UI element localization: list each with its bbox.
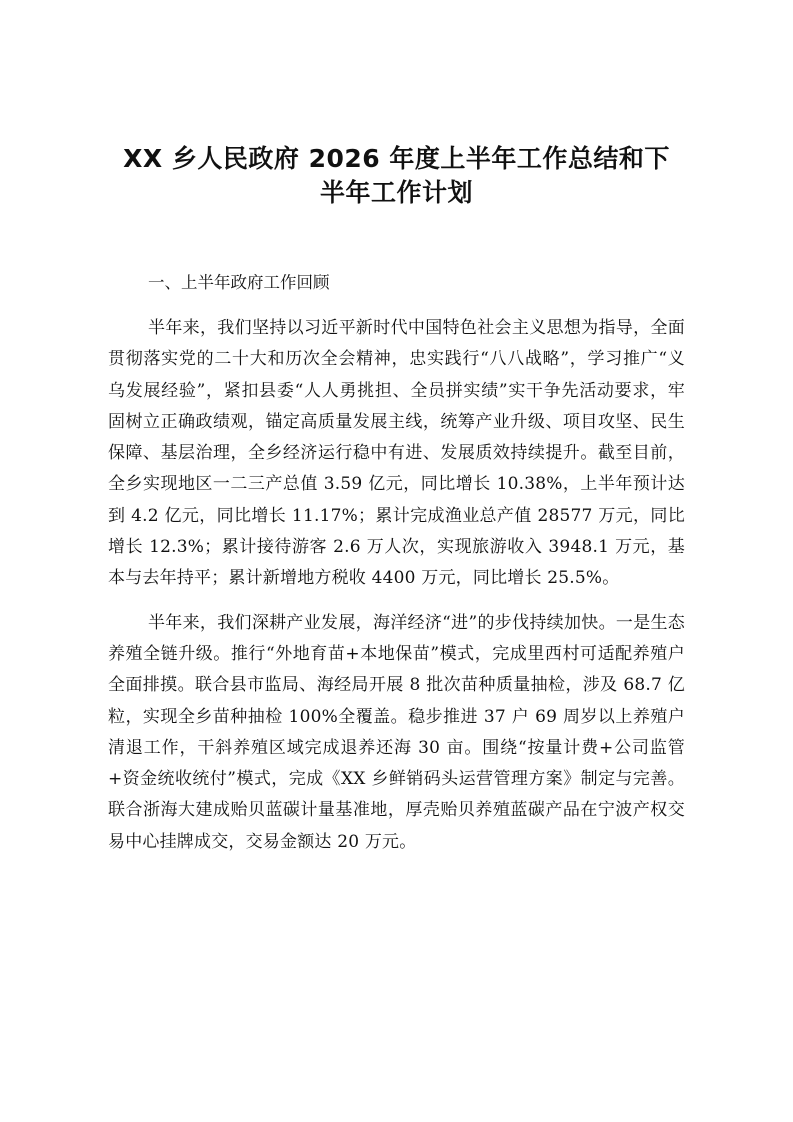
paragraph-overview: 半年来，我们坚持以习近平新时代中国特色社会主义思想为指导，全面贯彻落实党的二十大和历次全会精神，忠实践行“八八战略”，学习推广“义乌发展经验”，紧扣县委“人人勇挑担、全员拼实绩”实干争先活动要求，牢固树立正确政绩观，锚定高质量发展主线，统筹产业升级、项目攻坚、民生保障、基层治理，全乡经济运行稳中有进、发展质效持续提升。截至目前，全乡实现地区一二三产总值 3.59 亿元，同比增长 10.38%，上半年预计达到 4.2 亿元，同比增长 11.17%；累计完成渔业总产值 28577 万元，同比增长 12.3%；累计接待游客 2.6 万人次，实现旅游收入 3948.1 万元，基本与去年持平；累计新增地方税收 4400 万元，同比增长 25.5%。 bbox=[108, 318, 685, 589]
title-line-1: XX 乡人民政府 2026 年度上半年工作总结和下 bbox=[123, 144, 670, 173]
document-title bbox=[108, 142, 685, 210]
section-heading: 一、上半年政府工作回顾 bbox=[148, 273, 330, 292]
paragraph-industry: 半年来，我们深耕产业发展，海洋经济“进”的步伐持续加快。一是生态养殖全链升级。推行“外地育苗+本地保苗”模式，完成里西村可适配养殖户全面排摸。联合县市监局、海经局开展 8 批次苗种质量抽检，涉及 68.7 亿粒，实现全乡苗种抽检 100%全覆盖。稳步推进 37 户 69 周岁以上养殖户清退工作，干斜养殖区域完成退养还海 30 亩。围绕“按量计费+公司监管+资金统收统付”模式，完成《XX 乡鲜销码头运营管理方案》制定与完善。联合浙海大建成贻贝蓝碳计量基准地，厚壳贻贝养殖蓝碳产品在宁波产权交易中心挂牌成交，交易金额达 20 万元。 bbox=[108, 612, 685, 852]
title-line-2: 半年工作计划 bbox=[319, 178, 473, 207]
